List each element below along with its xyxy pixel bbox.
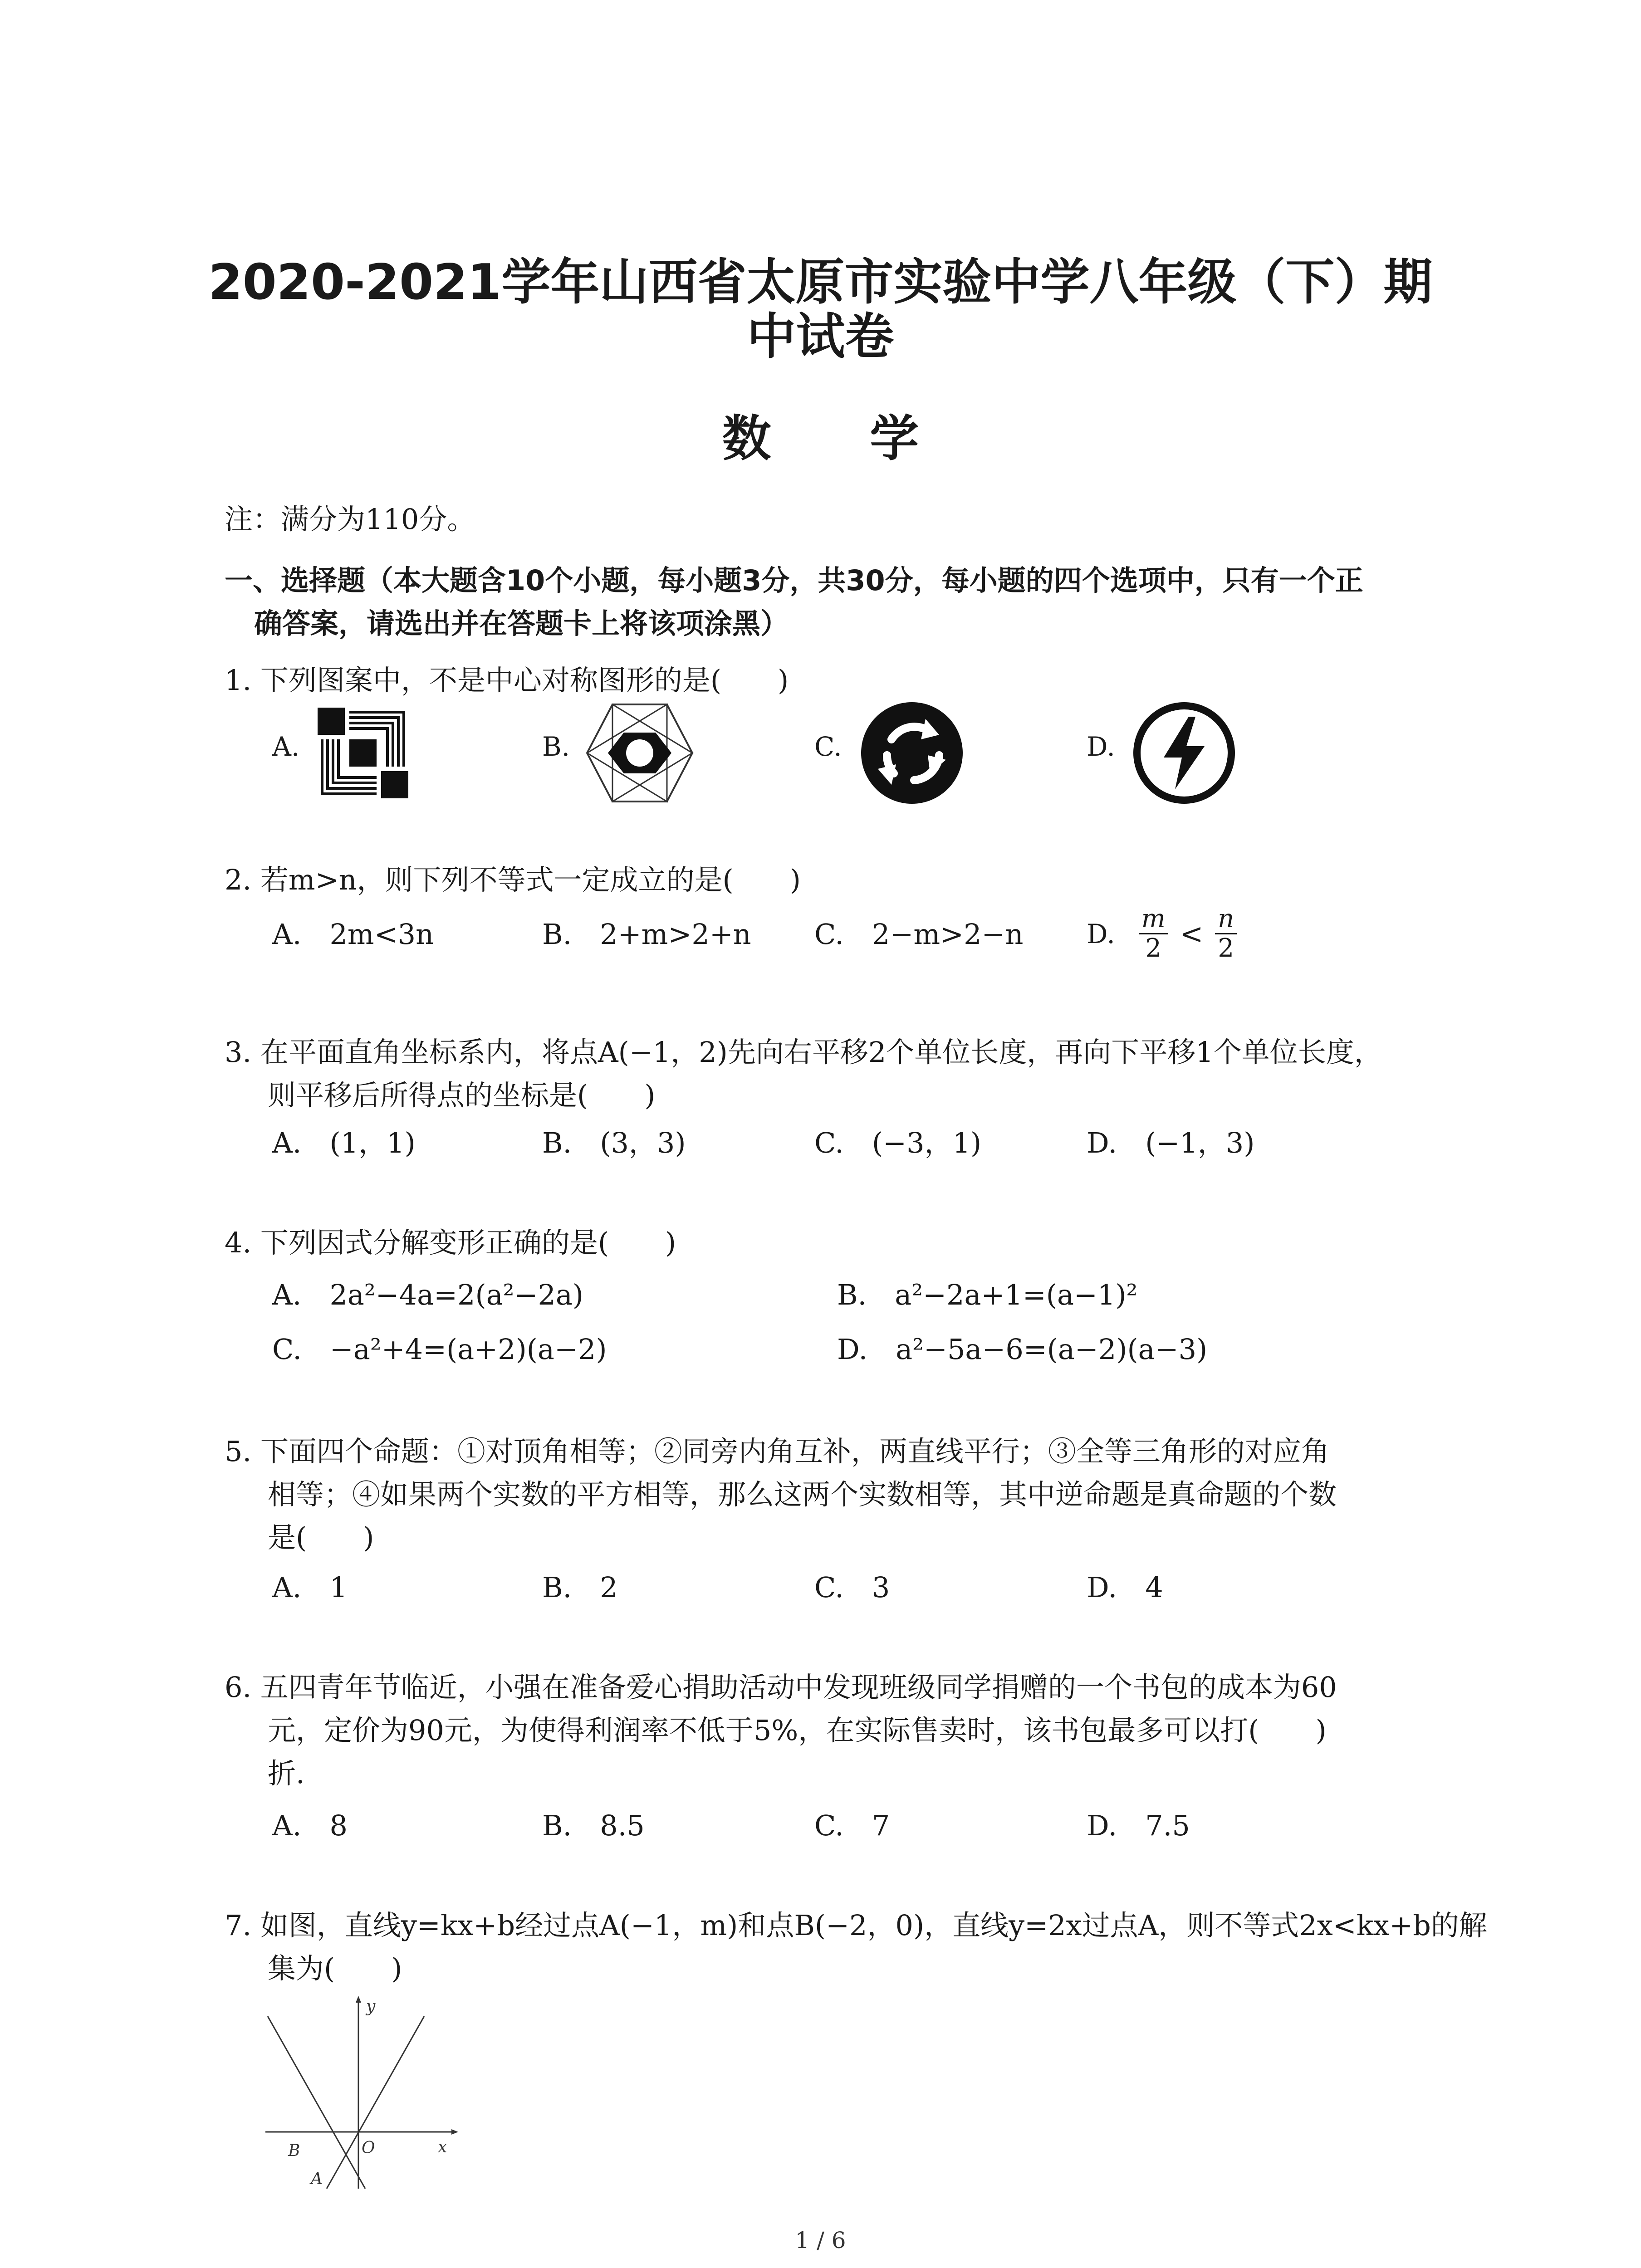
q4-option-b: B. a²−2a+1=(a−1)² xyxy=(837,1278,1138,1311)
q3-option-a: A. (1，1) xyxy=(272,1126,416,1159)
q7-stem-line1: 7. 如图，直线y=kx+b经过点A(−1，m)和点B(−2，0)，直线y=2x过点A，则不等式2x<kx+b的解 xyxy=(225,1909,1487,1942)
q6-option-d: D. 7.5 xyxy=(1087,1809,1190,1842)
score-note: 注：满分为110分。 xyxy=(225,503,475,536)
q6-option-c: C. 7 xyxy=(814,1809,890,1842)
q3-stem-line1: 3. 在平面直角坐标系内，将点A(−1，2)先向右平移2个单位长度，再向下平移1个单位长度， xyxy=(225,1036,1382,1069)
q7-coordinate-graph xyxy=(261,1989,460,2189)
q1-option-c-label: C. xyxy=(814,731,842,762)
q4-stem: 4. 下列因式分解变形正确的是( ) xyxy=(225,1226,676,1259)
q6-stem-line1: 6. 五四青年节临近，小强在准备爱心捐助活动中发现班级同学捐赠的一个书包的成本为60 xyxy=(225,1671,1337,1704)
lightning-circle-icon xyxy=(1132,701,1236,805)
label-o: O xyxy=(362,2139,375,2157)
q2-option-a: A. 2m<3n xyxy=(272,918,434,951)
q2-option-d: D. $\frac{m}{2}$ < $\frac{n}{2}$ xyxy=(1087,905,1237,963)
section1-heading-line2: 确答案，请选出并在答题卡上将该项涂黑） xyxy=(254,607,789,640)
q6-option-b: B. 8.5 xyxy=(542,1809,645,1842)
q3-option-c: C. (−3，1) xyxy=(814,1126,982,1159)
q5-option-b: B. 2 xyxy=(542,1571,618,1604)
section1-heading-line1: 一、选择题（本大题含10个小题，每小题3分，共30分，每小题的四个选项中，只有一个正 xyxy=(225,564,1363,597)
label-a: A xyxy=(311,2170,323,2188)
q5-stem-line2: 相等；④如果两个实数的平方相等，那么这两个实数相等，其中逆命题是真命题的个数 xyxy=(268,1478,1337,1511)
line-kx-plus-b xyxy=(268,2016,365,2189)
q3-stem-line2: 则平移后所得点的坐标是( ) xyxy=(268,1079,656,1112)
q2-option-b: B. 2+m>2+n xyxy=(542,918,751,951)
page-number: 1 / 6 xyxy=(795,2227,846,2253)
q1-stem: 1. 下列图案中，不是中心对称图形的是( ) xyxy=(225,664,789,697)
fraction-m-over-2: $\frac{m}{2}$ xyxy=(1139,905,1168,963)
q3-option-b: B. (3，3) xyxy=(542,1126,686,1159)
fraction-n-over-2: $\frac{n}{2}$ xyxy=(1215,905,1237,963)
label-x: x xyxy=(438,2138,447,2156)
recycle-circle-icon xyxy=(860,701,964,805)
label-b: B xyxy=(288,2141,300,2160)
q6-option-a: A. 8 xyxy=(272,1809,348,1842)
q2-option-c: C. 2−m>2−n xyxy=(814,918,1024,951)
q6-stem-line2: 元，定价为90元，为使得利润率不低于5%，在实际售卖时，该书包最多可以打( ) xyxy=(268,1714,1327,1747)
q7-stem-line2: 集为( ) xyxy=(268,1952,402,1985)
exam-title-line1: 2020-2021学年山西省太原市实验中学八年级（下）期 xyxy=(208,254,1433,311)
q5-option-a: A. 1 xyxy=(272,1571,348,1604)
q5-stem-line3: 是( ) xyxy=(268,1521,374,1554)
q4-option-d: D. a²−5a−6=(a−2)(a−3) xyxy=(837,1333,1208,1366)
q4-option-c: C. −a²+4=(a+2)(a−2) xyxy=(272,1333,607,1366)
line-2x xyxy=(327,2016,424,2189)
exam-title-line2: 中试卷 xyxy=(747,308,894,365)
q2-stem: 2. 若m>n，则下列不等式一定成立的是( ) xyxy=(225,863,801,896)
squares-pattern-icon xyxy=(318,708,408,798)
hexagon-nut-icon xyxy=(585,701,694,805)
q1-option-d-label: D. xyxy=(1087,731,1115,762)
q4-option-a: A. 2a²−4a=2(a²−2a) xyxy=(272,1278,584,1311)
q5-option-d: D. 4 xyxy=(1087,1571,1163,1604)
q5-stem-line1: 5. 下面四个命题：①对顶角相等；②同旁内角互补，两直线平行；③全等三角形的对应角 xyxy=(225,1435,1329,1468)
subject-title: 数 学 xyxy=(722,411,960,467)
q3-option-d: D. (−1，3) xyxy=(1087,1126,1255,1159)
q5-option-c: C. 3 xyxy=(814,1571,890,1604)
q1-option-a-label: A. xyxy=(272,731,300,762)
q6-stem-line3: 折. xyxy=(268,1757,305,1790)
q1-option-b-label: B. xyxy=(542,731,570,762)
label-y: y xyxy=(366,1997,376,2016)
